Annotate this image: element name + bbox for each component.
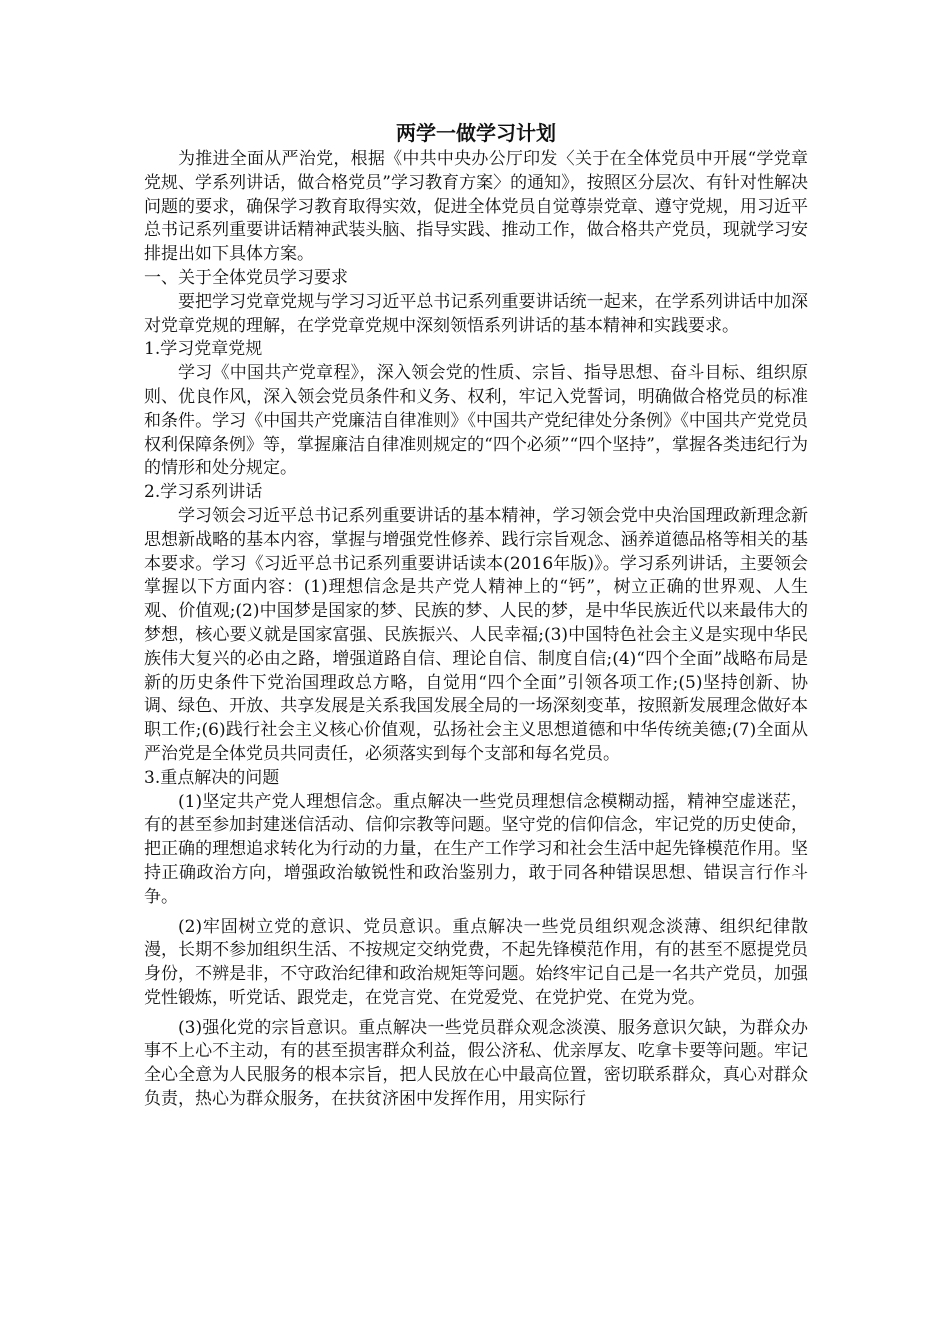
problem-paragraph-3: (3)强化党的宗旨意识。重点解决一些党员群众观念淡漠、服务意识欠缺，为群众办事不上心不主动，有的甚至损害群众利益，假公济私、优亲厚友、吃拿卡要等问题。牢记全心全意为人民服务的根本宗旨，把人民放在心中最高位置，密切联系群众，真心对群众负责，热心为群众服务，在扶贫济困中发挥作用，用实际行 — [144, 1017, 808, 1110]
item-heading-3: 3.重点解决的问题 — [144, 767, 280, 788]
item-heading-1: 1.学习党章党规 — [144, 339, 263, 360]
document-page — [144, 118, 808, 1112]
problem-paragraph-2: (2)牢固树立党的意识、党员意识。重点解决一些党员组织观念淡薄、组织纪律散漫，长期不参加组织生活、不按规定交纳党费，不起先锋模范作用，有的甚至不愿提党员身份，不辨是非，不守政治纪律和政治规矩等问题。始终牢记自己是一名共产党员，加强党性锻炼，听党话、跟党走，在党言党、在党爱党、在党护党、在党为党。 — [144, 916, 808, 1008]
section-heading-1: 一、关于全体党员学习要求 — [144, 267, 348, 288]
problem-paragraph-1: (1)坚定共产党人理想信念。重点解决一些党员理想信念模糊动摇，精神空虚迷茫，有的甚至参加封建迷信活动、信仰宗教等问题。坚守党的信仰信念，牢记党的历史使命，把正确的理想追求转化为行动的力量，在生产工作学习和社会生活中起先锋模范作用。坚持正确政治方向，增强政治敏锐性和政治鉴别力，敢于同各种错误思想、错误言行作斗争。 — [144, 791, 808, 907]
section-paragraph-1: 要把学习党章党规与学习习近平总书记系列重要讲话统一起来，在学系列讲话中加深对党章党规的理解，在学党章党规中深刻领悟系列讲话的基本精神和实践要求。 — [144, 291, 808, 336]
item-paragraph-2: 学习领会习近平总书记系列重要讲话的基本精神，学习领会党中央治国理政新理念新思想新战略的基本内容，掌握与增强党性修养、践行宗旨观念、涵养道德品格等相关的基本要求。学习《习近平总书记系列重要讲话读本(2016年版)》。学习系列讲话，主要领会掌握以下方面内容：(1)理想信念是共产党人精神上的“钙”，树立正确的世界观、人生观、价值观;(2)中国梦是国家的梦、民族的梦、人民的梦，是中华民族近代以来最伟大的梦想，核心要义就是国家富强、民族振兴、人民幸福;(3)中国特色社会主义是实现中华民族伟大复兴的必由之路，增强道路自信、理论自信、制度自信;(4)“四个全面”战略布局是新的历史条件下党治国理政总方略，自觉用“四个全面”引领各项工作;(5)坚持创新、协调、绿色、开放、共享发展是关系我国发展全局的一场深刻变革，按照新发展理念做好本职工作;(6)践行社会主义核心价值观，弘扬社会主义思想道德和中华传统美德;(7)全面从严治党是全体党员共同责任，必须落实到每个支部和每名党员。 — [144, 505, 808, 764]
page-title: 两学一做学习计划 — [396, 121, 556, 145]
intro-paragraph: 为推进全面从严治党，根据《中共中央办公厅印发〈关于在全体党员中开展“学党章党规、学系列讲话，做合格党员”学习教育方案〉的通知》，按照区分层次、有针对性解决问题的要求，确保学习教育取得实效，促进全体党员自觉尊崇党章、遵守党规，用习近平总书记系列重要讲话精神武装头脑、指导实践、推动工作，做合格共产党员，现就学习安排提出如下具体方案。 — [144, 149, 808, 265]
item-paragraph-1: 学习《中国共产党章程》，深入领会党的性质、宗旨、指导思想、奋斗目标、组织原则、优良作风，深入领会党员条件和义务、权利，牢记入党誓词，明确做合格党员的标准和条件。学习《中国共产党廉洁自律准则》《中国共产党纪律处分条例》《中国共产党党员权利保障条例》等，掌握廉洁自律准则规定的“四个必须”“四个坚持”，掌握各类违纪行为的情形和处分规定。 — [144, 363, 808, 479]
item-heading-2: 2.学习系列讲话 — [144, 482, 263, 503]
